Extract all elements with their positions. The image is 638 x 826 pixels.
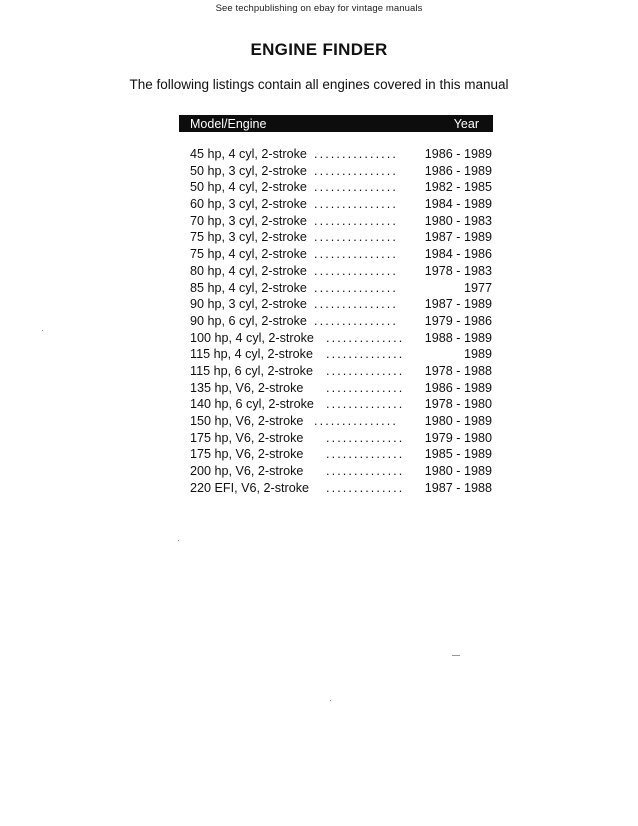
table-row — [190, 446, 492, 463]
row-model: 140 hp, 6 cyl, 2-stroke — [190, 397, 314, 412]
watermark-text: See techpublishing on ebay for vintage manuals — [215, 3, 423, 14]
table-row — [190, 196, 492, 213]
row-year: 1986 - 1989 — [424, 147, 492, 161]
row-model: 75 hp, 4 cyl, 2-stroke — [190, 247, 307, 262]
row-leader-dots: ............... — [314, 297, 398, 312]
row-year: 1989 — [463, 347, 492, 362]
table-row — [190, 280, 492, 297]
row-year: 1977 — [463, 280, 492, 295]
row-year: 1982 - 1985 — [424, 180, 492, 195]
scan-speck — [330, 700, 331, 701]
table-row — [190, 246, 492, 263]
row-year: 1979 - 1986 — [424, 313, 492, 328]
header-year: Year — [453, 116, 479, 131]
header-model-engine: Model/Engine — [190, 116, 267, 131]
row-leader-dots: .............. — [326, 397, 405, 412]
row-leader-dots: ............... — [314, 313, 398, 328]
row-leader-dots: .............. — [326, 347, 405, 362]
row-model: 50 hp, 4 cyl, 2-stroke — [190, 180, 307, 195]
row-year: 1980 - 1983 — [424, 213, 492, 228]
table-row — [190, 263, 492, 280]
table-row — [190, 213, 492, 230]
table-row — [190, 463, 492, 480]
row-leader-dots: .............. — [326, 380, 405, 395]
scan-speck — [452, 655, 460, 656]
row-model: 85 hp, 4 cyl, 2-stroke — [190, 280, 307, 295]
row-model: 75 hp, 3 cyl, 2-stroke — [190, 230, 307, 245]
row-year: 1984 - 1986 — [424, 247, 492, 262]
row-year: 1979 - 1980 — [424, 430, 492, 445]
row-model: 70 hp, 3 cyl, 2-stroke — [190, 213, 307, 228]
row-year: 1986 - 1989 — [424, 163, 492, 178]
row-year: 1985 - 1989 — [424, 447, 492, 462]
row-year: 1978 - 1980 — [424, 397, 492, 412]
table-row — [190, 313, 492, 330]
row-year: 1987 - 1989 — [424, 230, 492, 245]
row-model: 150 hp, V6, 2-stroke — [190, 414, 304, 428]
page-subtitle: The following listings contain all engines covered in this manual — [129, 77, 509, 92]
table-row — [190, 430, 492, 447]
row-year: 1980 - 1989 — [424, 464, 492, 479]
row-model: 90 hp, 3 cyl, 2-stroke — [190, 297, 307, 312]
row-model: 115 hp, 6 cyl, 2-stroke — [190, 363, 313, 378]
table-row — [190, 380, 492, 397]
row-year: 1980 - 1989 — [424, 414, 492, 428]
row-year: 1987 - 1989 — [424, 297, 492, 312]
table-row — [190, 229, 492, 246]
row-leader-dots: ............... — [314, 230, 398, 245]
row-leader-dots: .............. — [326, 480, 405, 495]
row-leader-dots: ............... — [314, 280, 398, 295]
table-row — [190, 296, 492, 313]
row-year: 1978 - 1983 — [424, 263, 492, 278]
row-model: 115 hp, 4 cyl, 2-stroke — [190, 347, 313, 362]
row-leader-dots: ............... — [314, 213, 398, 228]
row-model: 50 hp, 3 cyl, 2-stroke — [190, 163, 307, 178]
row-year: 1984 - 1989 — [424, 197, 492, 212]
row-leader-dots: ............... — [314, 414, 398, 428]
row-leader-dots: .............. — [326, 330, 405, 345]
row-leader-dots: .............. — [326, 363, 405, 378]
table-row — [190, 413, 492, 430]
table-row — [190, 179, 492, 196]
row-model: 135 hp, V6, 2-stroke — [190, 380, 304, 395]
row-leader-dots: ............... — [314, 180, 398, 195]
row-model: 175 hp, V6, 2-stroke — [190, 447, 304, 462]
scan-speck — [178, 540, 179, 541]
row-leader-dots: ............... — [314, 197, 398, 212]
table-row — [190, 330, 492, 347]
row-year: 1987 - 1988 — [424, 480, 492, 495]
table-row — [190, 396, 492, 413]
row-model: 45 hp, 4 cyl, 2-stroke — [190, 147, 307, 161]
row-model: 60 hp, 3 cyl, 2-stroke — [190, 197, 307, 212]
table-header — [179, 115, 493, 132]
row-model: 80 hp, 4 cyl, 2-stroke — [190, 263, 307, 278]
row-model: 90 hp, 6 cyl, 2-stroke — [190, 313, 307, 328]
table-row — [190, 480, 492, 497]
table-row — [190, 163, 492, 180]
scan-speck — [42, 330, 43, 331]
table-row — [190, 363, 492, 380]
row-year: 1978 - 1988 — [424, 363, 492, 378]
row-model: 100 hp, 4 cyl, 2-stroke — [190, 330, 314, 345]
row-model: 175 hp, V6, 2-stroke — [190, 430, 304, 445]
table-row — [190, 346, 492, 363]
row-leader-dots: ............... — [314, 263, 398, 278]
row-leader-dots: ............... — [314, 163, 398, 178]
row-year: 1988 - 1989 — [424, 330, 492, 345]
table-row — [190, 146, 492, 163]
row-leader-dots: ............... — [314, 147, 398, 161]
engine-list — [190, 146, 492, 496]
row-model: 200 hp, V6, 2-stroke — [190, 464, 304, 479]
row-leader-dots: .............. — [326, 447, 405, 462]
row-year: 1986 - 1989 — [424, 380, 492, 395]
row-leader-dots: .............. — [326, 464, 405, 479]
row-leader-dots: .............. — [326, 430, 405, 445]
row-model: 220 EFI, V6, 2-stroke — [190, 480, 309, 495]
page-title: ENGINE FINDER — [250, 40, 388, 59]
row-leader-dots: ............... — [314, 247, 398, 262]
